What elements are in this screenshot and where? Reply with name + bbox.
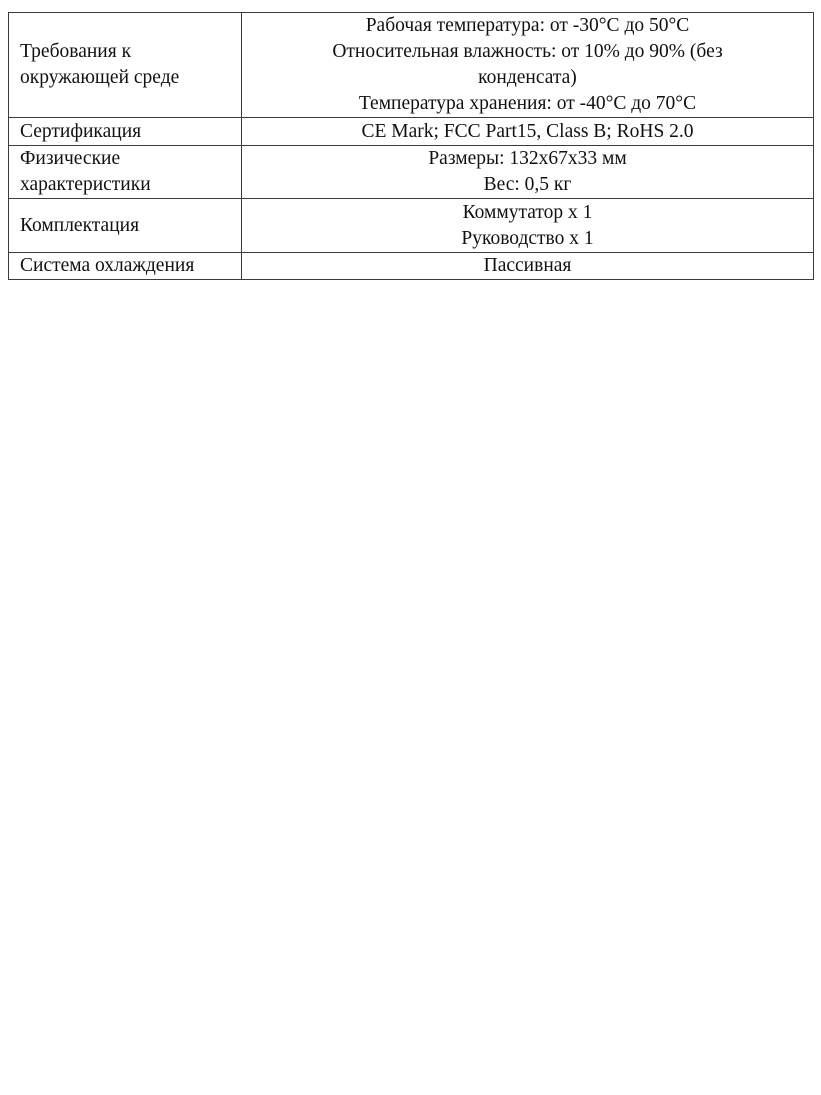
row-value-package-contents	[242, 199, 814, 253]
row-label-line: Комплектация	[20, 214, 140, 236]
row-value-line: Коммутатор х 1	[462, 201, 593, 223]
row-value-line: Относительная влажность: от 10% до 90% (без	[332, 41, 723, 62]
row-label-physical	[9, 146, 242, 199]
row-value-environment	[242, 13, 814, 118]
row-value-certification	[242, 118, 814, 146]
row-label-line: Требования к	[20, 41, 132, 62]
row-value-cooling	[242, 253, 814, 280]
row-value-line: Руководство х 1	[461, 227, 594, 249]
row-value-line: Размеры: 132х67х33 мм	[428, 148, 627, 169]
table-row-physical	[9, 146, 814, 199]
row-label-line: Система охлаждения	[20, 255, 195, 276]
row-value-line: конденсата)	[478, 67, 577, 88]
row-label-line: окружающей среде	[20, 67, 180, 88]
row-value-line: Пассивная	[483, 255, 572, 276]
row-label-environment	[9, 13, 242, 118]
table-row-package-contents	[9, 199, 814, 253]
row-value-line: Температура хранения: от -40°C до 70°C	[358, 93, 697, 114]
table-row-environment	[9, 13, 814, 118]
row-label-line: характеристики	[20, 174, 151, 195]
table-row-certification	[9, 118, 814, 146]
row-label-certification	[9, 118, 242, 146]
row-label-line: Сертификация	[20, 120, 142, 142]
row-label-package-contents	[9, 199, 242, 253]
row-value-line: Вес: 0,5 кг	[483, 174, 572, 195]
spec-table	[8, 12, 814, 280]
row-value-line: CE Mark; FCC Part15, Class B; RoHS 2.0	[361, 120, 694, 142]
row-value-line: Рабочая температура: от -30°C до 50°C	[365, 15, 690, 36]
row-label-cooling	[9, 253, 242, 280]
row-label-line: Физические	[20, 148, 121, 169]
row-value-physical	[242, 146, 814, 199]
table-row-cooling	[9, 253, 814, 280]
